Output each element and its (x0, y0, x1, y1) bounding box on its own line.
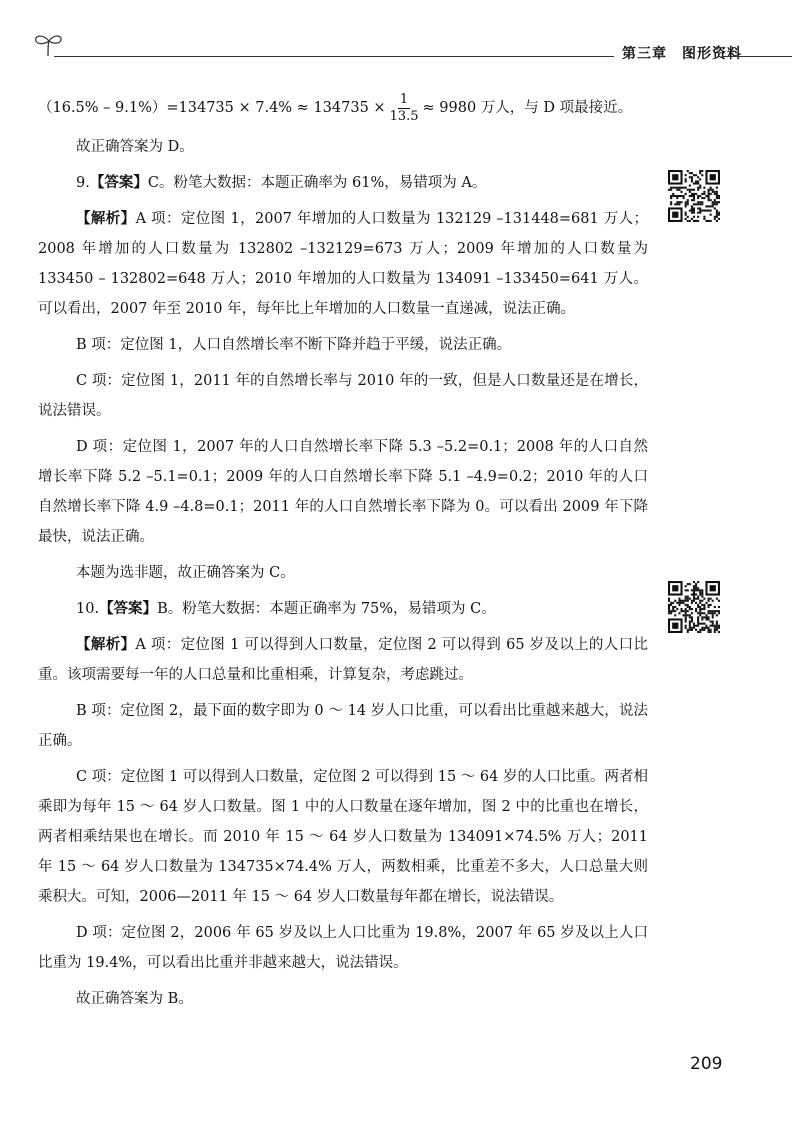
qr-code-icon (668, 581, 720, 633)
question-number: 10. (76, 601, 100, 617)
conclusion-q8: 故正确答案为 D。 (76, 139, 194, 155)
qr-code-icon (668, 170, 720, 222)
answer-q10 (38, 594, 648, 624)
formula-right: ≈ 9980 万人，与 D 项最接近。 (422, 100, 633, 116)
answer-text: C。粉笔大数据：本题正确率为 61%，易错项为 A。 (147, 175, 487, 191)
header-rule-left (54, 56, 614, 57)
analysis-q9-d: D 项：定位图 1，2007 年的人口自然增长率下降 5.3 –5.2=0.1；2008 年的人口自然增长率下降 5.2 –5.1=0.1；2009 年的人口自然增长率下降 5.1 –4.9=0.2；2010 年的人口自然增长率下降 4.9 –4.8=0.1；2011 年的人口自然增长率下降为 0。可以看出 2009 年下降最快，说法正确。 (38, 439, 648, 545)
qr-code-q9[interactable] (668, 170, 720, 222)
answer-q9 (38, 168, 648, 198)
analysis-q9-b: B 项：定位图 1，人口自然增长率不断下降并趋于平缓，说法正确。 (76, 337, 512, 353)
formula-left: （16.5% – 9.1%）=134735 × 7.4% ≈ 134735 × (38, 100, 386, 116)
conclusion-q9: 本题为选非题，故正确答案为 C。 (76, 565, 295, 581)
analysis-tag: 【解析】 (76, 210, 136, 227)
answer-tag: 【答案】 (89, 174, 148, 191)
analysis-text: A 项：定位图 1，2007 年增加的人口数量为 132129 –131448=681 万人；2008 年增加的人口数量为 132802 –132129=673 万人；2009 年增加的人口数量为 133450 – 132802=648 万人；2010 年增加的人口数量为 134091 –133450=641 万人。可以看出，2007 年至 2010 年，每年比上年增加的人口数量一直递减，说法正确。 (38, 211, 649, 317)
analysis-q10-c: C 项：定位图 1 可以得到人口数量，定位图 2 可以得到 15 ～ 64 岁的人口比重。两者相乘即为每年 15 ～ 64 岁人口数量。图 1 中的人口数量在逐年增加，图 2 中的比重也在增长，两者相乘结果也在增长。而 2010 年 15 ～ 64 岁人口数量为 134091×74.5% 万人；2011 年 15 ～ 64 岁人口数量为 134735×74.4% 万人，两数相乘，比重差不多大，人口总量大则乘积大。可知，2006—2011 年 15 ～ 64 岁人口数量每年都在增长，说法错误。 (38, 769, 648, 905)
header-rule-right (722, 56, 792, 57)
analysis-q10-a (38, 630, 648, 690)
answer-text: B。粉笔大数据：本题正确率为 75%，易错项为 C。 (157, 601, 496, 617)
fraction-numerator: 1 (399, 91, 409, 107)
analysis-q10-b: B 项：定位图 2，最下面的数字即为 0 ～ 14 岁人口比重，可以看出比重越来越大，说法正确。 (38, 703, 648, 749)
question-number: 9. (76, 175, 90, 191)
conclusion-q10: 故正确答案为 B。 (76, 991, 193, 1007)
answer-tag: 【答案】 (99, 600, 158, 617)
analysis-tag: 【解析】 (76, 636, 136, 653)
formula-line (38, 84, 648, 132)
chapter-title: 第三章 图形资料 (622, 46, 742, 62)
analysis-text: A 项：定位图 1 可以得到人口数量，定位图 2 可以得到 65 岁及以上的人口比重。该项需要每一年的人口总量和比重相乘，计算复杂，考虑跳过。 (38, 637, 648, 683)
page-header (32, 30, 792, 66)
qr-code-q10[interactable] (668, 581, 720, 633)
page-number: 209 (690, 1054, 723, 1074)
analysis-q9-a (38, 204, 648, 324)
analysis-q10-d: D 项：定位图 2，2006 年 65 岁及以上人口比重为 19.8%，2007 年 65 岁及以上人口比重为 19.4%，可以看出比重并非越来越大，说法错误。 (38, 925, 648, 971)
formula-fraction (390, 92, 419, 125)
analysis-q9-c: C 项：定位图 1，2011 年的自然增长率与 2010 年的一致，但是人口数量还是在增长，说法错误。 (38, 373, 648, 419)
page-body (38, 92, 648, 1014)
fraction-denominator: 13.5 (389, 108, 419, 124)
